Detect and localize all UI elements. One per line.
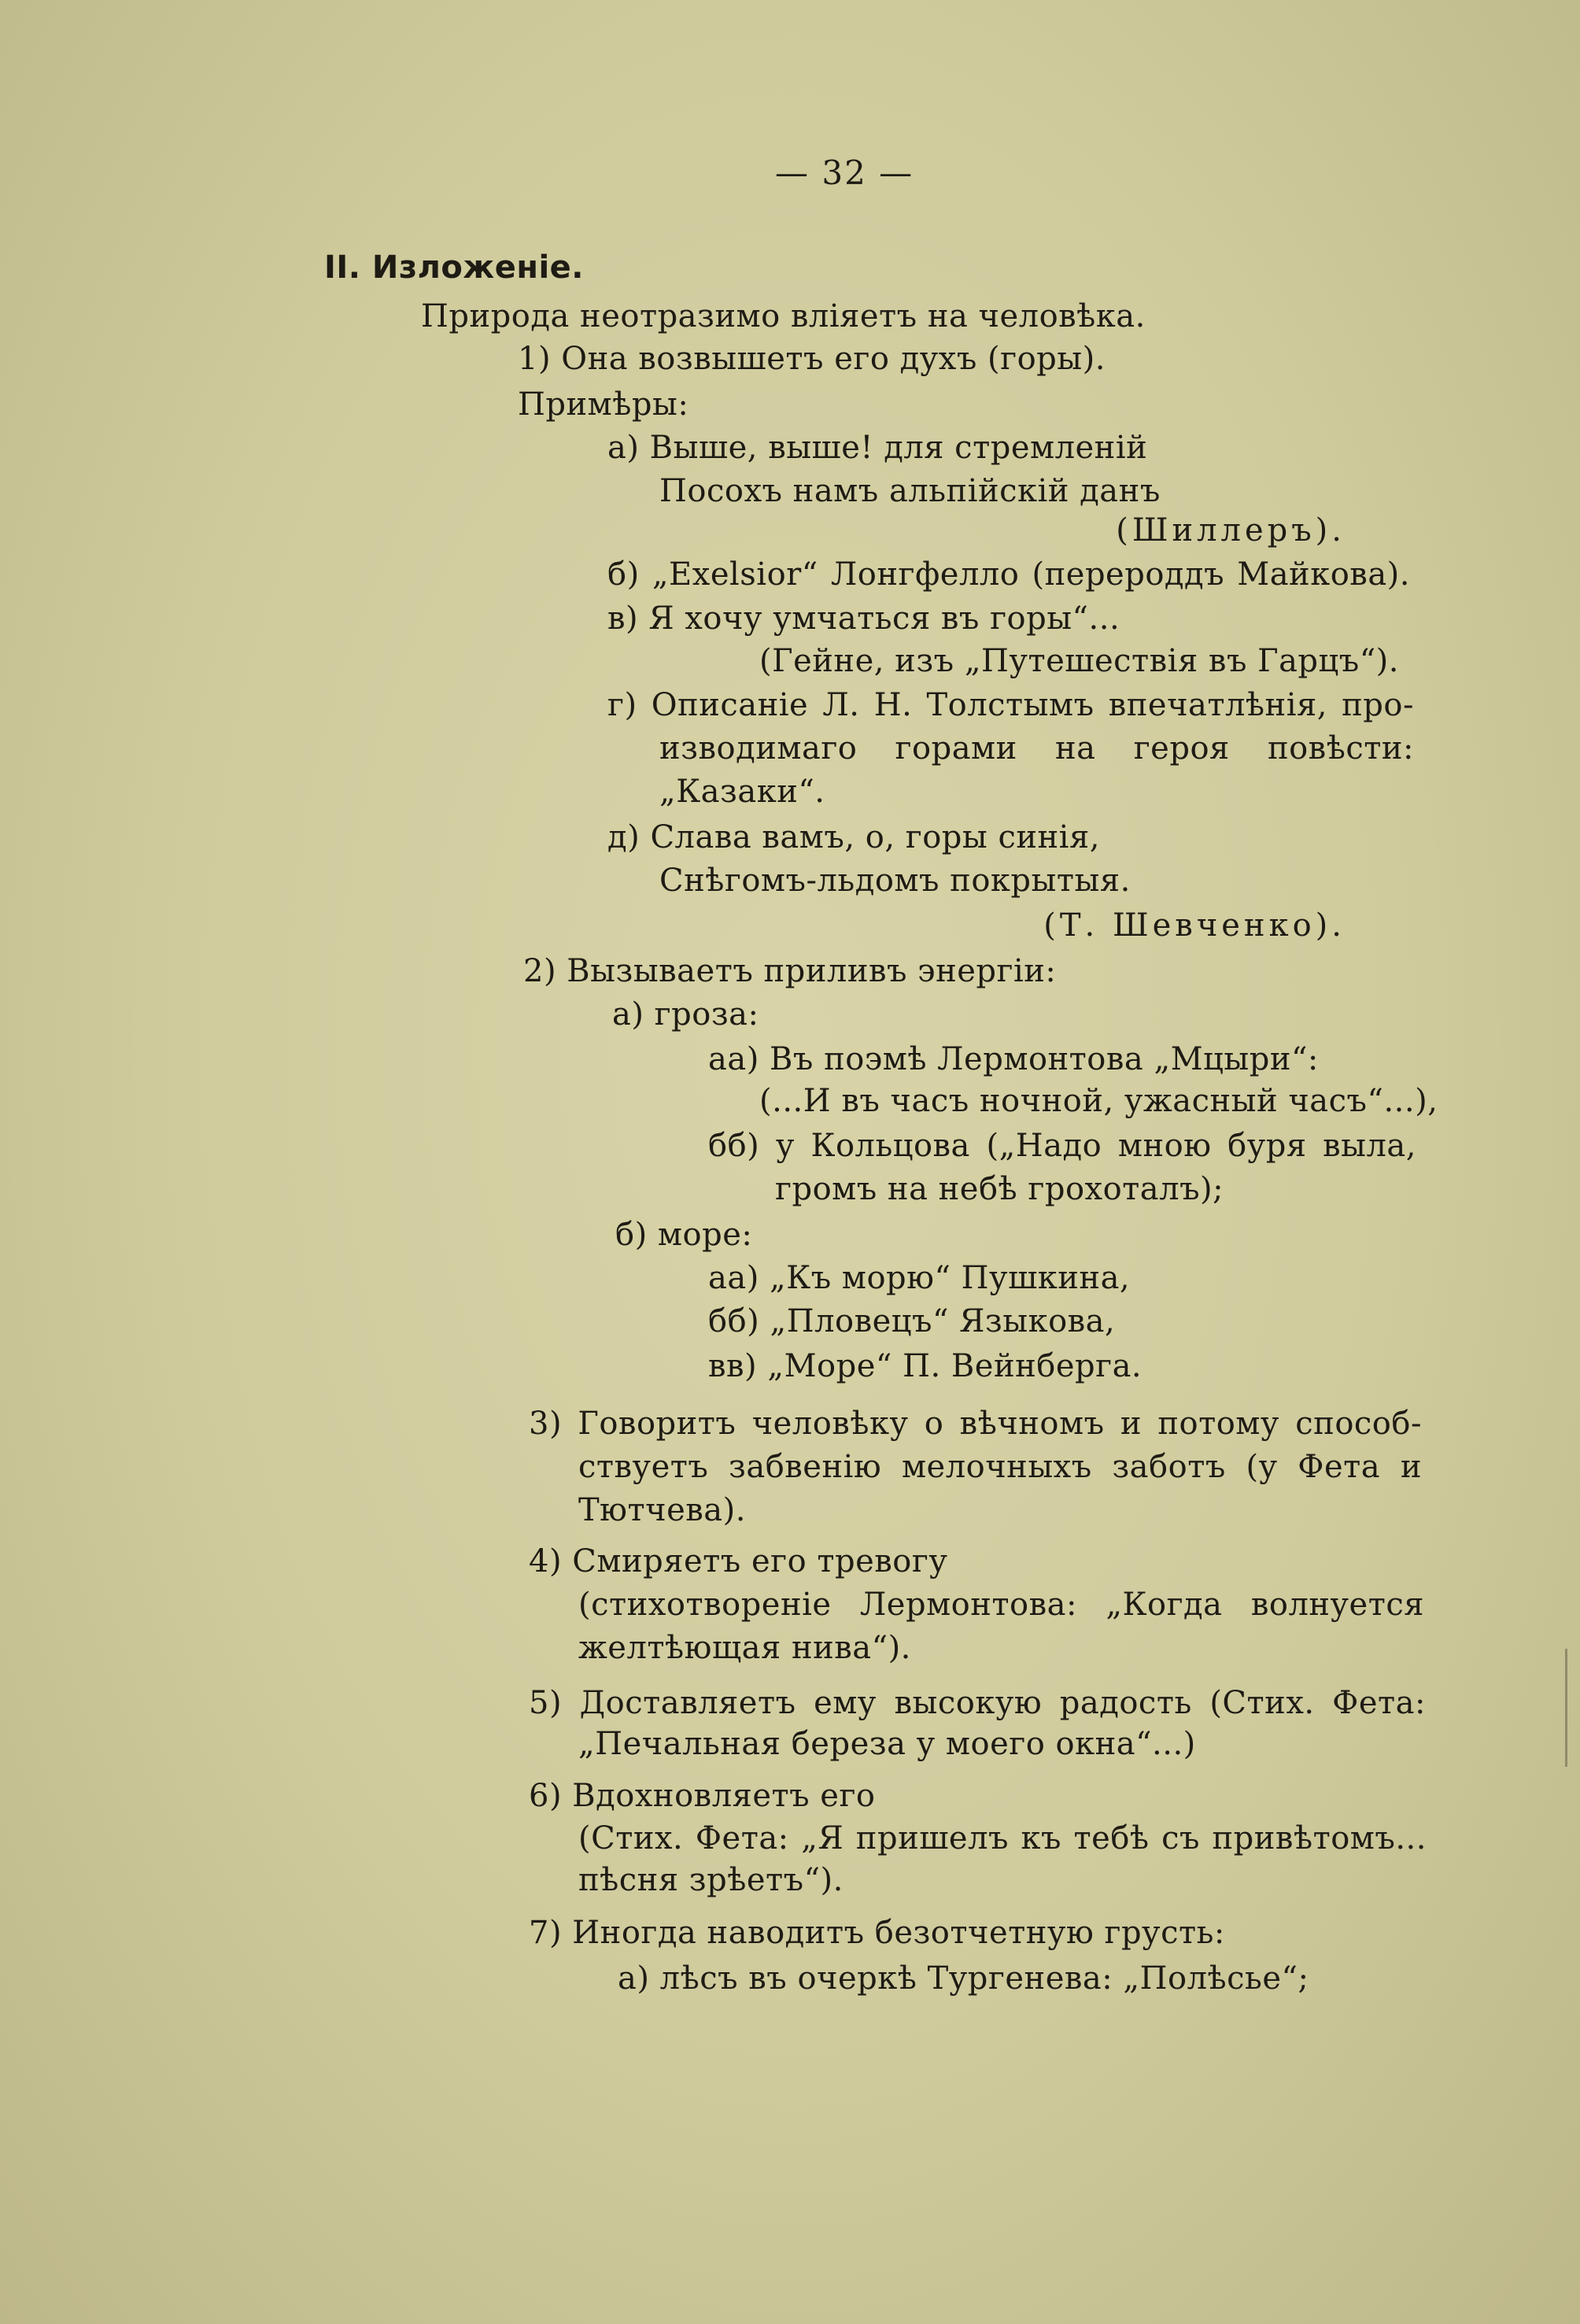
point-6-line-3: пѣсня зрѣетъ“). [578, 1862, 844, 1898]
point-4-line-1: 4) Смиряетъ его тревогу [529, 1543, 948, 1580]
point-1a-line-2: Посохъ намъ альпійскій данъ [659, 473, 1161, 509]
point-1: 1) Она возвышетъ его духъ (горы). [518, 341, 1106, 377]
point-2: 2) Вызываетъ приливъ энергіи: [523, 953, 1057, 989]
point-1a-line-1: а) Выше, выше! для стремленій [607, 430, 1148, 466]
point-6-line-1: 6) Вдохновляетъ его [529, 1778, 876, 1814]
point-1e-line-2: Снѣгомъ-льдомъ покрытыя. [659, 863, 1131, 899]
section-heading: II. Изложеніе. [324, 249, 584, 286]
point-3-line-2: ствуетъ забвенію мелочныхъ заботъ (у Фета и [578, 1449, 1422, 1485]
examples-label: Примѣры: [518, 386, 689, 423]
point-2a: а) гроза: [612, 996, 759, 1033]
point-1c-line-1: в) Я хочу умчаться въ горы“... [607, 600, 1120, 637]
point-1e-line-1: д) Слава вамъ, о, горы синія, [607, 819, 1100, 855]
point-2a-bb-line-2: громъ на небѣ грохоталъ); [775, 1171, 1224, 1207]
point-1c-line-2: (Гейне, изъ „Путешествія въ Гарцъ“). [759, 643, 1399, 679]
point-1d-line-1: г) Описаніе Л. Н. Толстымъ впечатлѣнія, про- [607, 687, 1414, 723]
point-2b-aa: аа) „Къ морю“ Пушкина, [708, 1260, 1131, 1296]
point-2a-bb-line-1: бб) у Кольцова („Надо мною буря выла, [708, 1128, 1416, 1164]
page-edge-mark [1565, 1649, 1574, 1767]
point-4-line-2: (стихотвореніе Лермонтова: „Когда волнуется [578, 1587, 1424, 1623]
point-4-line-3: желтѣющая нива“). [578, 1630, 911, 1666]
point-1d-line-3: „Казаки“. [659, 774, 825, 810]
thesis-line: Природа неотразимо вліяетъ на человѣка. [421, 298, 1146, 334]
point-5-line-1: 5) Доставляетъ ему высокую радость (Стих. Фета: [529, 1685, 1426, 1721]
point-2b-bb: бб) „Пловецъ“ Языкова, [708, 1303, 1116, 1339]
point-3-line-1: 3) Говоритъ человѣку о вѣчномъ и потому способ- [529, 1406, 1422, 1442]
point-1a-attribution: (Шиллеръ). [1116, 512, 1346, 549]
point-2a-aa-line-2: (...И въ часъ ночной, ужасный часъ“...), [759, 1083, 1438, 1119]
point-2a-aa-line-1: аа) Въ поэмѣ Лермонтова „Мцыри“: [708, 1041, 1319, 1077]
point-5-line-2: „Печальная береза у моего окна“...) [578, 1726, 1196, 1762]
page-number: — 32 — [775, 153, 914, 192]
point-1d-line-2: изводимаго горами на героя повѣсти: [659, 730, 1414, 767]
point-7a: а) лѣсъ въ очеркѣ Тургенева: „Полѣсье“; [618, 1960, 1309, 1997]
point-1e-attribution: (Т. Шевченко). [1043, 907, 1346, 944]
point-7: 7) Иногда наводитъ безотчетную грусть: [529, 1915, 1225, 1951]
point-2b-vv: вв) „Море“ П. Вейнберга. [708, 1348, 1143, 1384]
point-2b: б) море: [615, 1217, 753, 1253]
point-6-line-2: (Стих. Фета: „Я пришелъ къ тебѣ съ привѣтомъ... [578, 1820, 1427, 1857]
point-3-line-3: Тютчева). [578, 1492, 746, 1528]
point-1b: б) „Exelsior“ Лонгфелло (перероддъ Майкова). [607, 556, 1410, 593]
